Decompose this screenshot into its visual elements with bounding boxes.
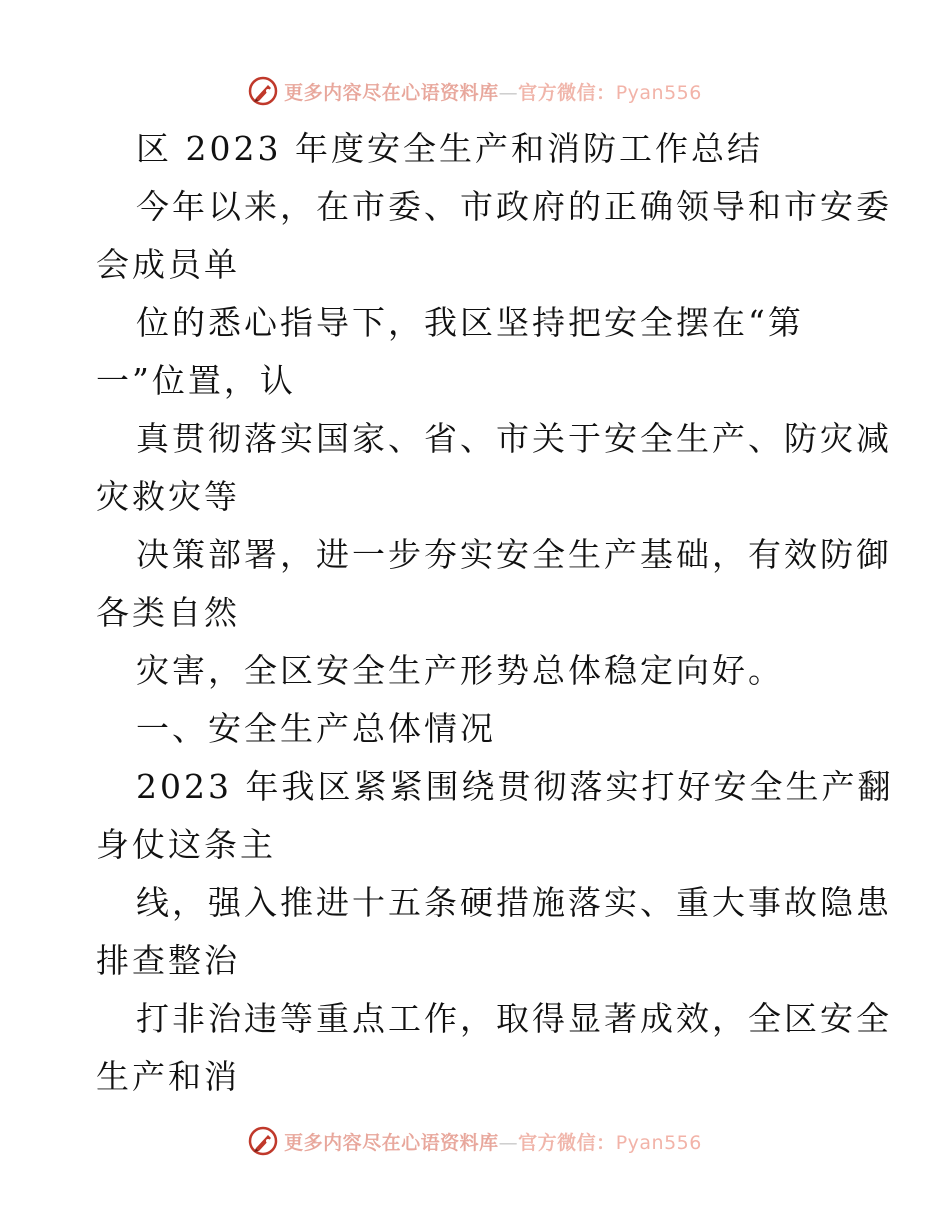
watermark-contact-label: 官方微信： — [518, 1131, 616, 1154]
document-line: 灾害，全区安全生产形势总体稳定向好。 — [136, 651, 784, 690]
watermark-text — [284, 78, 702, 105]
document-line: 排查整治 — [96, 941, 240, 980]
document-line: 线，强入推进十五条硬措施落实、重大事故隐患 — [136, 883, 892, 922]
document-line: 真贯彻落实国家、省、市关于安全生产、防灾减 — [136, 419, 892, 458]
quill-pen-logo-icon — [248, 1126, 278, 1156]
watermark-brand: 更多内容尽在心语资料库 — [284, 81, 499, 104]
quill-pen-logo-icon — [248, 76, 278, 106]
document-line: 会成员单 — [96, 245, 240, 284]
document-body — [96, 120, 894, 1106]
watermark-text — [284, 1128, 702, 1155]
document-line: 2023 年我区紧紧围绕贯彻落实打好安全生产翻 — [136, 767, 894, 806]
header-watermark — [0, 74, 950, 108]
watermark-contact-id: Pyan556 — [615, 81, 702, 104]
document-line: 打非治违等重点工作，取得显著成效，全区安全 — [136, 999, 892, 1038]
document-line: 各类自然 — [96, 593, 240, 632]
watermark-brand: 更多内容尽在心语资料库 — [284, 1131, 499, 1154]
watermark-separator: — — [498, 1131, 519, 1154]
document-line: 灾救灾等 — [96, 477, 240, 516]
watermark-contact-id: Pyan556 — [615, 1131, 702, 1154]
section-heading: 一、安全生产总体情况 — [136, 709, 496, 748]
document-line: 一”位置，认 — [96, 361, 296, 400]
footer-watermark — [0, 1124, 950, 1158]
document-line: 今年以来，在市委、市政府的正确领导和市安委 — [136, 187, 892, 226]
document-line: 位的悉心指导下，我区坚持把安全摆在“第 — [136, 303, 804, 342]
document-line: 决策部署，进一步夯实安全生产基础，有效防御 — [136, 535, 892, 574]
document-line: 身仗这条主 — [96, 825, 276, 864]
watermark-contact-label: 官方微信： — [518, 81, 616, 104]
watermark-separator: — — [498, 81, 519, 104]
document-line: 区 2023 年度安全生产和消防工作总结 — [136, 129, 763, 168]
document-line: 生产和消 — [96, 1057, 240, 1096]
